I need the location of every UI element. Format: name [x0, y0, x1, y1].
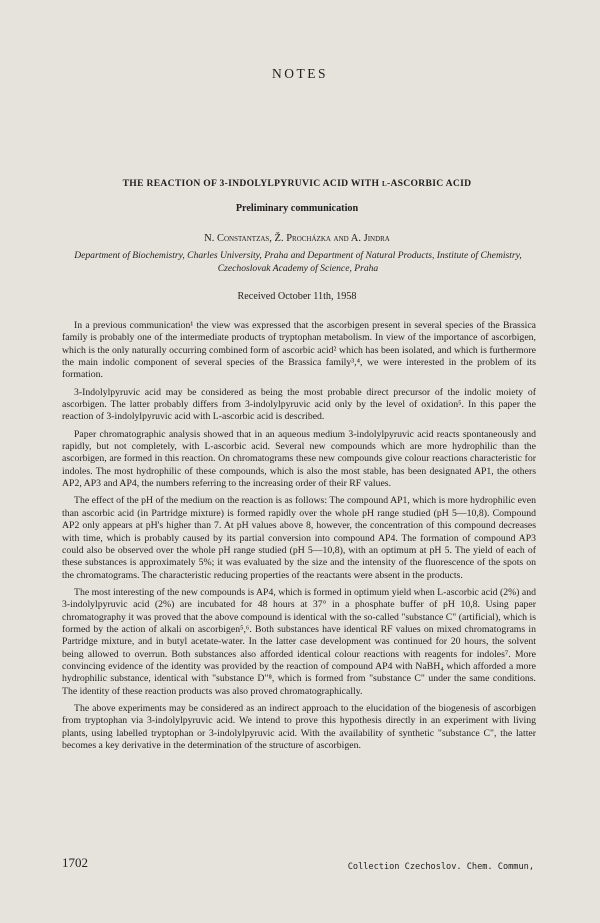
title-part-2: l: [381, 178, 387, 189]
authors: N. Constantzas, Ž. Procházka and A. Jindra: [204, 233, 390, 244]
title-part-1: THE REACTION OF 3-INDOLYLPYRUVIC ACID WITH: [122, 178, 382, 189]
affiliation: Department of Biochemistry, Charles University, Praha and Department of Natural Products, Institute of Chemistry, Czechoslovak Academy of Science, Praha: [74, 250, 522, 274]
section-header: NOTES: [272, 66, 328, 81]
paragraph: In a previous communication¹ the view was expressed that the ascorbigen present in several species of the Brassica family is probably one of the intermediate products of tryptophan metabolism. In view of the importance of ascorbigen, which is the only naturally occurring combined form of ascorbic acid² which has been isolated, and which is furthermore the main indolic component of several species of the Brassica family³,⁴, we were interested in the problem of its formation.: [62, 320, 536, 381]
paragraph: The effect of the pH of the medium on the reaction is as follows: The compound AP1, which is more hydrophilic even than ascorbic acid (in Partridge mixture) is formed rapidly over the whole pH range studied (pH 5—10,8). Compound AP2 only appears at pH's higher than 7. At pH values above 8, however, the concentration of this compound decreases with time, which is probably caused by its partial conversion into compound AP4. The formation of compound AP3 could also be observed over the whole pH range studied (pH 5—10,8), with an optimum at pH 5. The yield of each of these substances is approximately 5%; it was evaluated by the size and the intensity of the fluorescence of the spots on the chromatograms. The characteristic reducing properties of the reactants were absent in the products.: [62, 495, 536, 581]
page-number: 1702: [62, 855, 88, 870]
title-part-3: -ASCORBIC ACID: [386, 178, 472, 189]
received-date: Received October 11th, 1958: [237, 291, 357, 302]
paragraph: 3-Indolylpyruvic acid may be considered as being the most probable direct precursor of the indolic moiety of ascorbigen. The latter probably differs from 3-indolylpyruvic acid only by the level of oxidation⁵. In this paper the reaction of 3-indolylpyruvic acid with L-ascorbic acid is described.: [62, 386, 536, 423]
paragraph: The most interesting of the new compounds is AP4, which is formed in optimum yield when L-ascorbic acid (2%) and 3-indolylpyruvic acid (2%) are incubated for 48 hours at 37° in a phosphate buffer of pH 10,8. Using paper chromatography it was proved that the above compound is identical with the so-called "substance C" (artificial), which is formed by the action of alkali on ascorbigen⁵,⁶. Both substances have identical RF values on mixed chromatograms in Partridge mixture, and in butyl acetate-water. In the latter case development was continued for 20 hours, the solvent being allowed to overrun. Both substances also afforded identical colour reactions with reagents for indoles⁷. More convincing evidence of the identity was provided by the reaction of compound AP4 with NaBH₄ which afforded a more hydrophilic substance, identical with "substance D"⁸, which is formed from "substance C" under the same conditions. The identity of these reaction products was also proved chromatographically.: [62, 586, 536, 697]
article-title: [62, 178, 532, 189]
journal-name: Collection Czechoslov. Chem. Commun,: [347, 862, 534, 872]
paragraph: Paper chromatographic analysis showed that in an aqueous medium 3-indolylpyruvic acid reacts spontaneously and rapidly, but not completely, with L-ascorbic acid. Several new compounds which are more hydrophilic than the ascorbigen, are formed in this reaction. On chromatograms these new compounds give colour reactions characteristic for indoles. The most hydrophilic of these compounds, which is also the most stable, has been designated AP1, the others AP2, AP3 and AP4, the numbers referring to the increasing order of their RF values.: [62, 428, 536, 490]
paragraph: The above experiments may be considered as an indirect approach to the elucidation of the biogenesis of ascorbigen from tryptophan via 3-indolylpyruvic acid. We intend to prove this hypothesis directly in an experiment with living plants, using labelled tryptophan or 3-indolylpyruvic acid. With the availability of synthetic "substance C", the latter becomes a key derivative in the determination of the structure of ascorbigen.: [62, 702, 536, 751]
article-subtitle: Preliminary communication: [235, 203, 359, 214]
article-body: [62, 320, 536, 757]
